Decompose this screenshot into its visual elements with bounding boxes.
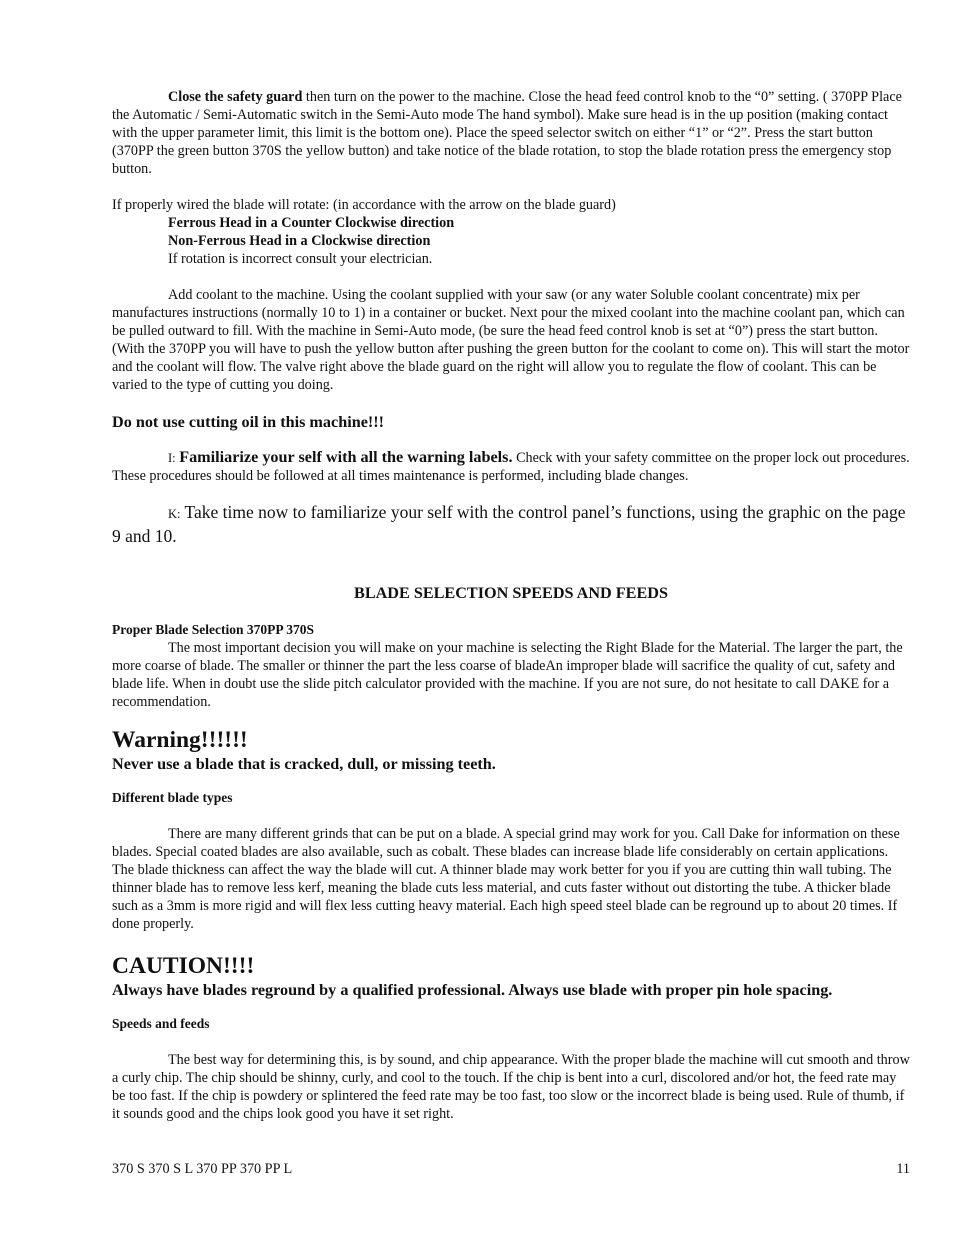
safety-guard-text: then turn on the power to the machine. Close the head feed control knob to the “0” setting. ( 370PP Place the Automatic / Semi-Automatic switch in the Semi-Auto mode The hand symbol). Make sure head is in the up position (making contact with the upper parameter limit, this limit is the bottom one). Place the speed selector switch on either “1” or “2”. Press the start button (370PP the green button 370S the yellow button) and take notice of the blade rotation, to stop the blade rotation press the emergency stop button. [112, 89, 902, 177]
blade-types-text: There are many different grinds that can be put on a blade. A special grind may work for you. Call Dake for information on these blades. Special coated blades are also available, such as cobalt. These blades can increase blade life considerably on certain applications. The blade thickness can affect the way the blade will cut. A thinner blade may work better for you if you are cutting thin wall tubing. The thinner blade has to remove less kerf, meaning the blade cuts less material, and cuts faster without out distorting the tube. A thicker blade such as a 3mm is more rigid and will flex less cutting heavy material. Each high speed steel blade can be reground up to about 20 times. If done properly. [112, 826, 900, 932]
paragraph-safety-guard [112, 88, 910, 178]
speeds-feeds-text: The best way for determining this, is by sound, and chip appearance. With the proper blade the machine will cut smooth and throw a curly chip. The chip should be shinny, curly, and cool to the touch. If the chip is bent into a curl, discolored and/or hot, the feed rate may be too fast. If the chip is powdery or splintered the feed rate may be too fast, too slow or the incorrect blade is being used. Rule of thumb, if it sounds good and the chips look good you have it set right. [112, 1052, 910, 1122]
proper-blade-text: The most important decision you will make on your machine is selecting the Right Blade for the Material. The larger the part, the more coarse of blade. The smaller or thinner the part the less coarse of bladeAn improper blade will sacrifice the quality of cut, safety and blade life. When in doubt use the slide pitch calculator provided with the machine. If you are not sure, do not hesitate to call DAKE for a recommendation. [112, 640, 903, 710]
item-i-marker: I: [168, 451, 176, 465]
item-i-paragraph [112, 448, 910, 485]
section-title: BLADE SELECTION SPEEDS AND FEEDS [354, 584, 668, 602]
item-k-marker: K: [168, 507, 181, 521]
item-k-paragraph [112, 501, 910, 547]
warning-title: Warning!!!!!! [112, 727, 248, 753]
rotation-nonferrous: Non-Ferrous Head in a Clockwise direction [168, 233, 431, 249]
footer-page-number: 11 [896, 1161, 910, 1177]
warning-text: Never use a blade that is cracked, dull, or missing teeth. [112, 755, 496, 773]
footer-models: 370 S 370 S L 370 PP 370 PP L [112, 1161, 293, 1177]
item-i-heading: Familiarize your self with all the warning labels. [179, 448, 513, 466]
blade-types-heading: Different blade types [112, 790, 233, 805]
rotation-ferrous: Ferrous Head in a Counter Clockwise direction [168, 215, 455, 231]
item-i-text: Check with your safety committee on the proper lock out procedures. These procedures should be followed at all times maintenance is performed, including blade changes. [112, 450, 910, 484]
caution-title: CAUTION!!!! [112, 953, 255, 979]
rotation-intro: If properly wired the blade will rotate: (in accordance with the arrow on the blade guard) [112, 197, 616, 213]
paragraph-coolant: Add coolant to the machine. Using the coolant supplied with your saw (or any water Soluble coolant concentrate) mix per manufactures instructions (normally 10 to 1) in a container or bucket. Next pour the mixed coolant into the machine coolant pan, which can be pulled outward to fill. With the machine in Semi-Auto mode, (be sure the head feed control knob is set at “0”) press the start button. (With the 370PP you will have to push the yellow button after pushing the green button for the coolant to come on). This will start the motor and the coolant will flow. The valve right above the blade guard on the right will allow you to regulate the flow of coolant. This can be varied to the type of cutting you doing. [112, 287, 910, 393]
safety-guard-lead: Close the safety guard [168, 89, 303, 105]
item-k-text: Take time now to familiarize your self with the control panel’s functions, using the graphic on the page 9 and 10. [112, 502, 906, 546]
page-footer [112, 1160, 910, 1178]
speeds-feeds-heading: Speeds and feeds [112, 1016, 210, 1031]
caution-text: Always have blades reground by a qualified professional. Always use blade with proper pin hole spacing. [112, 981, 833, 999]
document-page [112, 88, 910, 1123]
no-cutting-oil-notice: Do not use cutting oil in this machine!!! [112, 413, 385, 431]
proper-blade-heading: Proper Blade Selection 370PP 370S [112, 622, 314, 637]
rotation-consult: If rotation is incorrect consult your electrician. [168, 251, 433, 267]
